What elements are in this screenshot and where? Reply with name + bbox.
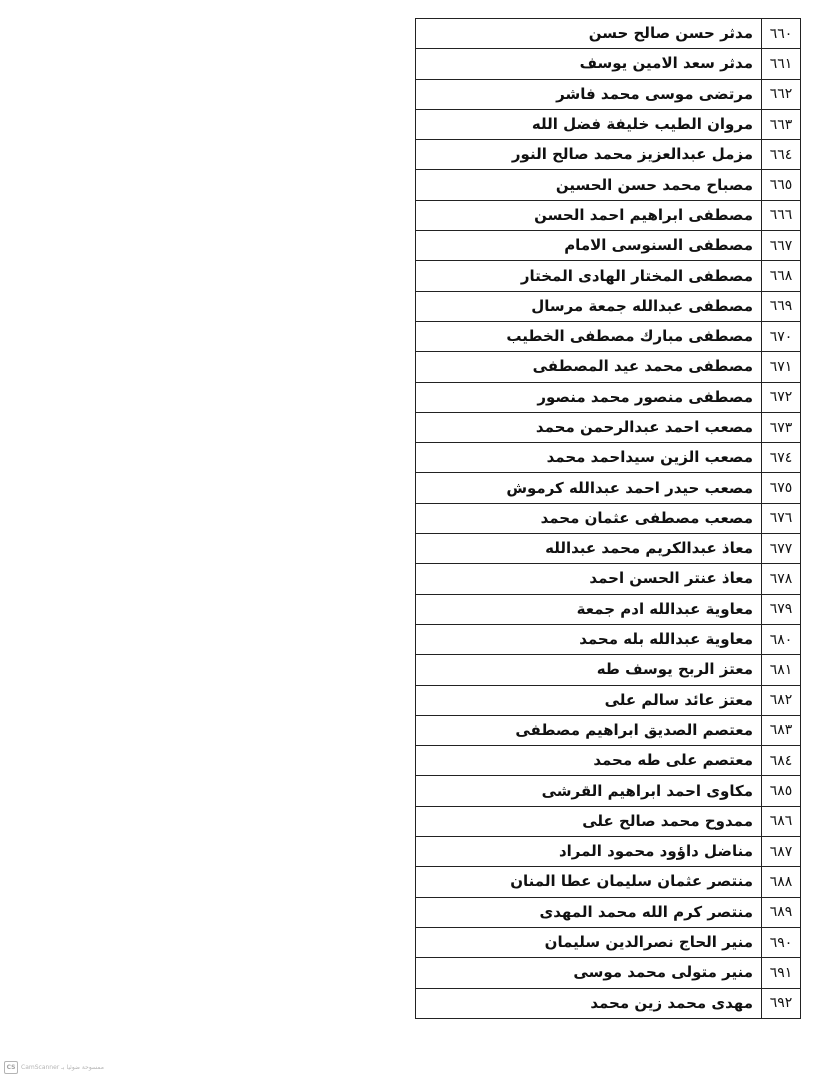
table-row [416,837,801,867]
person-name: مصطفى محمد عيد المصطفى [416,352,762,382]
row-number: ٦٨٥ [762,776,801,806]
table-row [416,624,801,654]
row-number: ٦٧٥ [762,473,801,503]
row-number: ٦٦٣ [762,109,801,139]
person-name: مصطفى مبارك مصطفى الخطيب [416,321,762,351]
table-row [416,958,801,988]
table-row [416,170,801,200]
table-row [416,109,801,139]
row-number: ٦٦٤ [762,140,801,170]
row-number: ٦٨٣ [762,715,801,745]
table-row [416,503,801,533]
table-row [416,443,801,473]
row-number: ٦٨٠ [762,624,801,654]
table-row [416,382,801,412]
person-name: معاذ عنتر الحسن احمد [416,564,762,594]
person-name: معاوية عبدالله بله محمد [416,624,762,654]
person-name: معاوية عبدالله ادم جمعة [416,594,762,624]
table-row [416,79,801,109]
table-row [416,534,801,564]
person-name: مدثر سعد الامين يوسف [416,49,762,79]
person-name: مصطفى عبدالله جمعة مرسال [416,291,762,321]
person-name: مصباح محمد حسن الحسين [416,170,762,200]
row-number: ٦٧٢ [762,382,801,412]
person-name: ممدوح محمد صالح على [416,806,762,836]
person-name: منتصر كرم الله محمد المهدى [416,897,762,927]
row-number: ٦٦٢ [762,79,801,109]
table-row [416,594,801,624]
table-row [416,927,801,957]
row-number: ٦٧٨ [762,564,801,594]
row-number: ٦٦٦ [762,200,801,230]
table-row [416,715,801,745]
row-number: ٦٦٥ [762,170,801,200]
person-name: مصعب حيدر احمد عبدالله كرموش [416,473,762,503]
table-row [416,352,801,382]
person-name: مناضل داؤود محمود المراد [416,837,762,867]
table-row [416,685,801,715]
person-name: مكاوى احمد ابراهيم القرشى [416,776,762,806]
row-number: ٦٧٦ [762,503,801,533]
table-row [416,988,801,1018]
person-name: منير الحاج نصرالدين سليمان [416,927,762,957]
row-number: ٦٨٤ [762,746,801,776]
person-name: مدثر حسن صالح حسن [416,19,762,49]
scanner-watermark [4,1061,104,1074]
person-name: مصطفى المختار الهادى المختار [416,261,762,291]
table-row [416,655,801,685]
person-name: مصطفى السنوسى الامام [416,231,762,261]
table-row [416,19,801,49]
table-row [416,746,801,776]
row-number: ٦٧٣ [762,412,801,442]
table-row [416,564,801,594]
person-name: مزمل عبدالعزيز محمد صالح النور [416,140,762,170]
row-number: ٦٨٦ [762,806,801,836]
row-number: ٦٩٢ [762,988,801,1018]
watermark-text: CamScanner ممسوحة ضوئيا بـ [21,1064,104,1071]
table-row [416,412,801,442]
table-row [416,776,801,806]
row-number: ٦٧٧ [762,534,801,564]
row-number: ٦٦٨ [762,261,801,291]
person-name: مهدى محمد زين محمد [416,988,762,1018]
table-row [416,321,801,351]
person-name: مروان الطيب خليفة فضل الله [416,109,762,139]
person-name: معاذ عبدالكريم محمد عبدالله [416,534,762,564]
row-number: ٦٨٨ [762,867,801,897]
row-number: ٦٨١ [762,655,801,685]
row-number: ٦٦٠ [762,19,801,49]
table-row [416,291,801,321]
row-number: ٦٦٧ [762,231,801,261]
row-number: ٦٦١ [762,49,801,79]
person-name: معتز الربح يوسف طه [416,655,762,685]
person-name: منير متولى محمد موسى [416,958,762,988]
row-number: ٦٨٧ [762,837,801,867]
person-name: مرتضى موسى محمد فاشر [416,79,762,109]
row-number: ٦٨٩ [762,897,801,927]
camscanner-logo-icon: CS [4,1061,18,1074]
table-row [416,231,801,261]
person-name: معتصم على طه محمد [416,746,762,776]
table-row [416,140,801,170]
row-number: ٦٧٤ [762,443,801,473]
person-name: مصطفى منصور محمد منصور [416,382,762,412]
row-number: ٦٦٩ [762,291,801,321]
person-name: مصعب احمد عبدالرحمن محمد [416,412,762,442]
row-number: ٦٨٢ [762,685,801,715]
person-name: مصطفى ابراهيم احمد الحسن [416,200,762,230]
row-number: ٦٧٠ [762,321,801,351]
table-row [416,200,801,230]
table-row [416,261,801,291]
row-number: ٦٩١ [762,958,801,988]
person-name: مصعب مصطفى عثمان محمد [416,503,762,533]
table-row [416,473,801,503]
row-number: ٦٧٩ [762,594,801,624]
row-number: ٦٩٠ [762,927,801,957]
person-name: معتصم الصديق ابراهيم مصطفى [416,715,762,745]
table-row [416,867,801,897]
table-row [416,806,801,836]
person-name: مصعب الزين سيداحمد محمد [416,443,762,473]
person-name: معتز عائد سالم على [416,685,762,715]
table-row [416,49,801,79]
names-table-body [416,19,801,1019]
person-name: منتصر عثمان سليمان عطا المنان [416,867,762,897]
table-row [416,897,801,927]
row-number: ٦٧١ [762,352,801,382]
names-table [415,18,801,1019]
